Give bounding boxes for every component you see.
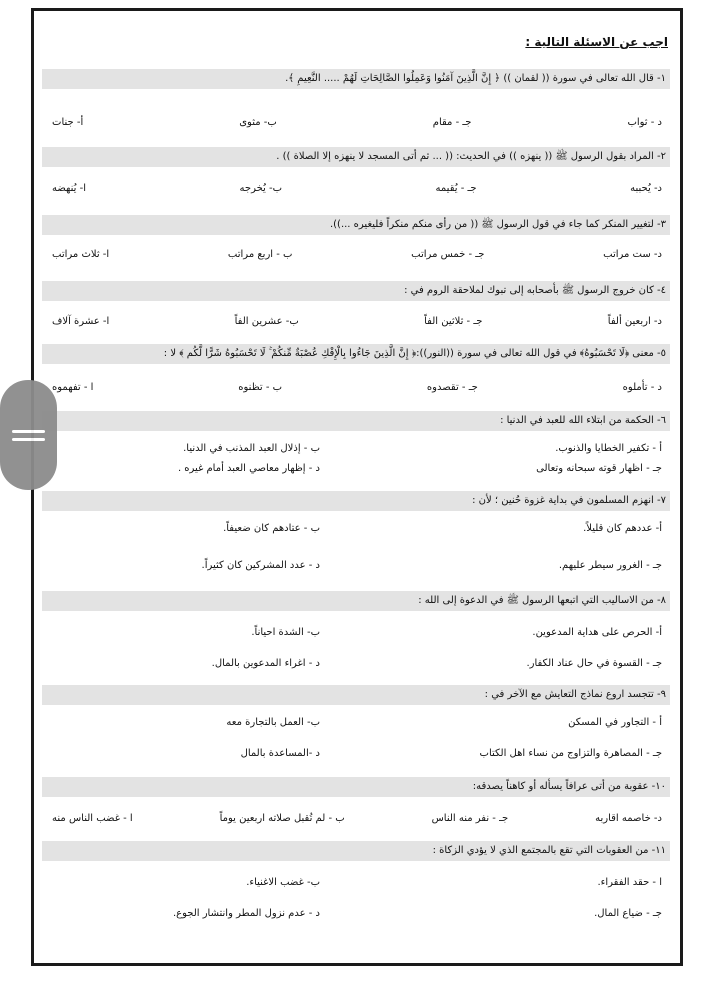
option-a: ا - حقد الفقراء. <box>597 877 662 888</box>
option-a: أ- الحرص على هداية المدعوين. <box>532 627 662 638</box>
menu-line-icon <box>12 438 45 441</box>
option-c: جـ - اظهار قوته سبحانه وتعالى <box>536 463 662 474</box>
option-b: ب- الشدة احياناً. <box>251 627 320 638</box>
option-a: أ - تكفير الخطايا والذنوب. <box>555 443 662 454</box>
option-a: ا- عشرة آلاف <box>52 316 110 327</box>
question-2-options <box>42 183 670 199</box>
option-c: جـ - ثلاثين الفاً <box>424 316 483 327</box>
question-10-options <box>42 813 670 829</box>
option-c: جـ - خمس مراتب <box>411 249 485 260</box>
question-2: ٢- المراد بقول الرسول ﷺ (( ينهزه )) في الحديث: (( ... ثم أتى المسجد لا ينهزه إلا الصلاة )) . <box>42 147 670 167</box>
option-b: ب- يُخرجه <box>239 183 283 194</box>
option-b: ب - تظنوه <box>238 382 283 393</box>
question-4-options <box>42 316 670 332</box>
drawer-handle[interactable] <box>0 380 57 490</box>
question-6-options-row-2 <box>42 463 670 479</box>
option-d: د - إظهار معاصي العبد أمام غيره . <box>177 463 320 474</box>
question-1-options <box>42 117 670 133</box>
option-b: ب- غضب الاغنياء. <box>246 877 320 888</box>
option-d: د- اربعين ألفاً <box>607 316 662 327</box>
option-d: د - عدم نزول المطر وانتشار الجوع. <box>172 908 320 919</box>
option-b: ب- العمل بالتجارة معه <box>226 717 320 728</box>
option-b: ب- عشرين الفاً <box>234 316 299 327</box>
option-c: جـ - ضياع المال. <box>594 908 662 919</box>
option-c: جـ - يُقيمه <box>435 183 477 194</box>
option-c: جـ - الغرور سيطر عليهم. <box>558 560 662 571</box>
question-1: ١- قال الله تعالى في سورة (( لقمان )) ﴿ إِنَّ الَّذِينَ آمَنُوا وَعَمِلُوا الصَّالِحَاتِ لَهُمْ ..... النَّعِيمِ ﴾. <box>42 69 670 89</box>
option-c: جـ - تقصدوه <box>426 382 478 393</box>
question-3: ٣- لتغيير المنكر كما جاء في قول الرسول ﷺ (( من رأى منكم منكراً فليغيره ...)). <box>42 215 670 235</box>
option-b: ب - إذلال العبد المذنب في الدنيا. <box>183 443 320 454</box>
option-c: جـ - نفر منه الناس <box>431 813 509 824</box>
option-d: د- خاصمه اقاربه <box>595 813 662 824</box>
option-a: أ- عددهم كان قليلاً. <box>583 523 662 534</box>
question-7-options-row-2 <box>42 560 670 576</box>
question-11-options-row-2 <box>42 908 670 924</box>
question-8-options-row-2 <box>42 658 670 674</box>
option-b: ب - لم تُقبل صلاته اربعين يوماً <box>219 813 345 824</box>
option-a: ا- ثلاث مراتب <box>52 249 110 260</box>
question-3-options <box>42 249 670 265</box>
option-d: د- ست مراتب <box>603 249 662 260</box>
option-b: ب - اربع مراتب <box>227 249 293 260</box>
option-b: ب- مثوى <box>239 117 277 128</box>
option-d: د- يُحببه <box>630 183 662 194</box>
question-9: ٩- تتجسد اروع نماذج التعايش مع الآخر في : <box>42 685 670 705</box>
question-5: ٥- معنى ﴿لَا تَحْسَبُوهُ﴾ في قول الله تعالى في سورة ((النور)):﴿ إِنَّ الَّذِينَ جَاءُوا بِالْإِفْكِ عُصْبَةٌ مِّنكُمْ ۚ لَا تَحْسَبُوهُ شَرًّا لَّكُم ﴾ لا : <box>42 344 670 364</box>
question-8: ٨- من الاساليب التي اتبعها الرسول ﷺ في الدعوة إلى الله : <box>42 591 670 611</box>
option-d: د - اغراء المدعوين بالمال. <box>211 658 320 669</box>
option-a: ا - غضب الناس منه <box>52 813 133 824</box>
question-7-options-row-1 <box>42 523 670 539</box>
question-7: ٧- انهزم المسلمون في بداية غزوة حُنين ؛ لأن : <box>42 491 670 511</box>
page-title: اجب عن الاسئلة التالية : <box>525 35 668 49</box>
question-4: ٤- كان خروج الرسول ﷺ بأصحابه إلى تبوك لملاحقة الروم في : <box>42 281 670 301</box>
option-a: ا - تفهموه <box>52 382 94 393</box>
option-c: جـ - المصاهرة والتزاوج من نساء اهل الكتاب <box>479 748 662 759</box>
question-6: ٦- الحكمة من ابتلاء الله للعبد في الدنيا : <box>42 411 670 431</box>
question-9-options-row-1 <box>42 717 670 733</box>
option-d: د - ثواب <box>627 117 662 128</box>
option-b: ب - عتادهم كان ضعيفاً. <box>223 523 320 534</box>
option-a: أ- جنات <box>52 117 84 128</box>
question-11-options-row-1 <box>42 877 670 893</box>
option-c: جـ - القسوة في حال عناد الكفار. <box>526 658 662 669</box>
option-d: د - تأملوه <box>622 382 662 393</box>
option-d: د -المساعدة بالمال <box>240 748 320 759</box>
question-5-options <box>42 382 670 398</box>
menu-line-icon <box>12 430 45 433</box>
option-a: أ - التجاور في المسكن <box>568 717 662 728</box>
question-6-options-row-1 <box>42 443 670 459</box>
question-10: ١٠- عقوبة من أتى عرافاً يسأله أو كاهناً يصدقه: <box>42 777 670 797</box>
exam-sheet <box>31 8 683 966</box>
option-c: جـ - مقام <box>432 117 472 128</box>
question-9-options-row-2 <box>42 748 670 764</box>
question-11: ١١- من العقوبات التي تقع بالمجتمع الذي لا يؤدي الزكاة : <box>42 841 670 861</box>
question-8-options-row-1 <box>42 627 670 643</box>
option-d: د - عدد المشركين كان كثيراً. <box>201 560 320 571</box>
option-a: ا- يُنهضه <box>52 183 87 194</box>
